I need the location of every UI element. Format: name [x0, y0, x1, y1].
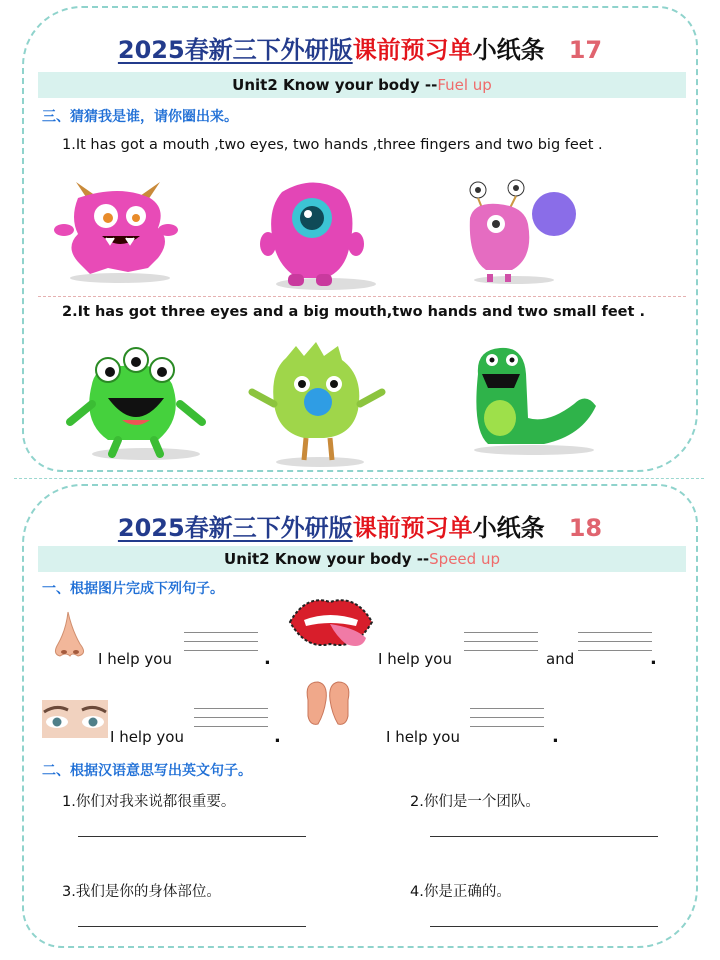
title-type: 课前预习单	[352, 514, 473, 542]
nose-icon	[50, 610, 90, 660]
card-title	[24, 508, 696, 543]
unit-bar	[38, 72, 686, 98]
writing-line-1[interactable]	[78, 836, 306, 837]
worksheet-card-17	[22, 6, 698, 472]
period: .	[274, 726, 281, 747]
question-2: 2.It has got three eyes and a big mouth,two hands and two small feet .	[62, 304, 645, 320]
help-sentence-3: I help you	[110, 728, 184, 746]
period: .	[264, 648, 271, 669]
writing-line-4[interactable]	[430, 926, 658, 927]
ears-icon	[300, 680, 356, 728]
title-series: 2025春新三下外研版	[117, 36, 353, 64]
unit-title: Unit2 Know your body --	[224, 550, 430, 568]
section-heading-2: 二、根据汉语意思写出英文句子。	[42, 763, 252, 779]
mouth-tongue-icon	[286, 592, 376, 654]
period: .	[552, 726, 559, 747]
title-type: 课前预习单	[352, 36, 473, 64]
eyes-icon	[42, 700, 108, 738]
translate-item-2: 2.你们是一个团队。	[410, 794, 540, 810]
help-sentence-4: I help you	[386, 728, 460, 746]
period: .	[650, 648, 657, 669]
help-sentence-1: I help you	[98, 650, 172, 668]
title-note: 小纸条	[472, 36, 545, 64]
card-number: 17	[568, 36, 603, 64]
answer-blank-1[interactable]	[184, 632, 258, 659]
green-dinosaur-monster-icon[interactable]	[464, 344, 604, 456]
writing-line-3[interactable]	[78, 926, 306, 927]
cut-line	[14, 478, 704, 479]
pink-bubble-monster-icon[interactable]	[454, 178, 584, 286]
section-heading: 三、猜猜我是谁，请你圈出来。	[42, 109, 238, 125]
unit-subtitle: Fuel up	[437, 76, 492, 94]
unit-bar	[38, 546, 686, 572]
writing-line-2[interactable]	[430, 836, 658, 837]
title-series: 2025春新三下外研版	[117, 514, 353, 542]
help-sentence-2: I help you	[378, 650, 452, 668]
and-word: and	[546, 650, 575, 668]
question-1: 1.It has got a mouth ,two eyes, two hands ,three fingers and two big feet .	[62, 137, 603, 153]
answer-blank-4[interactable]	[194, 708, 268, 735]
translate-item-4: 4.你是正确的。	[410, 884, 511, 900]
answer-blank-5[interactable]	[470, 708, 544, 735]
translate-item-3: 3.我们是你的身体部位。	[62, 884, 221, 900]
card-title	[24, 30, 696, 65]
green-three-eyed-monster-icon[interactable]	[62, 344, 212, 462]
divider	[38, 296, 686, 297]
card-number: 18	[568, 514, 603, 542]
pink-horned-monster-icon[interactable]	[50, 178, 180, 286]
unit-title: Unit2 Know your body --	[232, 76, 438, 94]
green-blue-nose-monster-icon[interactable]	[246, 338, 386, 468]
answer-blank-2[interactable]	[464, 632, 538, 659]
pink-one-eyed-monster-icon[interactable]	[246, 174, 376, 292]
section-heading-1: 一、根据图片完成下列句子。	[42, 581, 224, 597]
answer-blank-3[interactable]	[578, 632, 652, 659]
translate-item-1: 1.你们对我来说都很重要。	[62, 794, 236, 810]
worksheet-card-18	[22, 484, 698, 948]
title-note: 小纸条	[472, 514, 545, 542]
unit-subtitle: Speed up	[429, 550, 500, 568]
